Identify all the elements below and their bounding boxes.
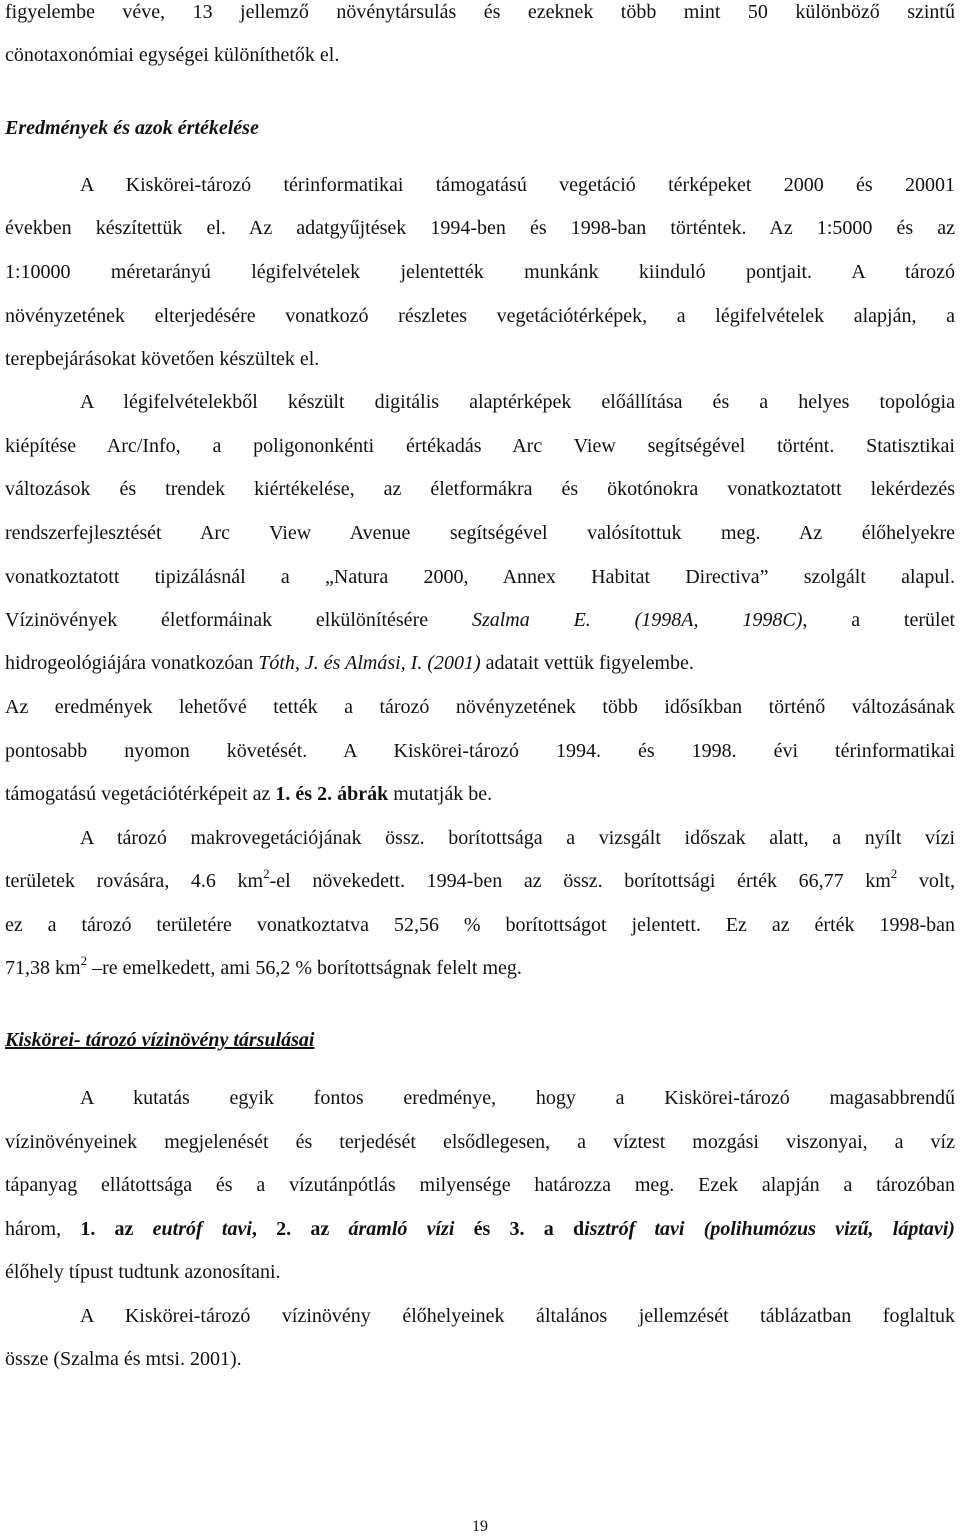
citation: Tóth, J. és Almási, I. (2001) xyxy=(258,652,481,674)
superscript: 2 xyxy=(80,953,88,968)
paragraph-line: vonatkoztatott tipizálásnál a „Natura 2000, Annex Habitat Directiva” szolgált alapul. xyxy=(5,566,955,588)
text-run: támogatású vegetációtérképeit az xyxy=(5,783,276,805)
paragraph-line: tápanyag ellátottsága és a vízutánpótlás milyensége határozza meg. Ezek alapján a tározóban xyxy=(5,1174,955,1196)
paragraph-line: figyelembe véve, 13 jellemző növénytársulás és ezeknek több mint 50 különböző szintű xyxy=(5,1,955,23)
paragraph-line xyxy=(5,866,955,893)
paragraph-line: A légifelvételekből készült digitális alaptérképek előállítása és a helyes topológia xyxy=(80,391,955,413)
paragraph-line xyxy=(5,651,955,675)
paragraph-line xyxy=(5,608,955,632)
text-run: területek rovására, 4.6 km xyxy=(5,870,264,892)
paragraph-line xyxy=(5,953,955,980)
habitat-type-name: isztróf tavi (polihumózus vizű, láptavi) xyxy=(584,1218,955,1240)
text-run: Vízinövények életformáinak elkülönítésére xyxy=(5,609,472,631)
paragraph-line: rendszerfejlesztését Arc View Avenue segítségével valósítottuk meg. Az élőhelyekre xyxy=(5,522,955,544)
text-run: –re emelkedett, ami 56,2 % borítottságnak felelt meg. xyxy=(87,957,522,979)
paragraph-line: élőhely típust tudtunk azonosítani. xyxy=(5,1261,281,1283)
text-run: -el növekedett. 1994-ben az össz. borítottsági érték 66,77 km xyxy=(269,870,891,892)
paragraph-line: változások és trendek kiértékelése, az életformákra és ökotónokra vonatkoztatott lekérdezés xyxy=(5,478,955,500)
paragraph-line: években készítettük el. Az adatgyűjtések 1994-ben és 1998-ban történtek. Az 1:5000 és az xyxy=(5,217,955,239)
superscript: 2 xyxy=(263,866,270,881)
paragraph-line xyxy=(5,1217,955,1241)
section-heading: Kiskörei- tározó vízinövény társulásai xyxy=(5,1029,315,1051)
paragraph-line xyxy=(5,782,955,806)
paragraph-line: növényzetének elterjedésére vonatkozó részletes vegetációtérképek, a légifelvételek alapján, a xyxy=(5,305,955,327)
paragraph-line: A tározó makrovegetációjának össz. borítottsága a vizsgált időszak alatt, a nyílt vízi xyxy=(80,827,955,849)
page-number: 19 xyxy=(472,1518,488,1535)
habitat-type-name: áramló vízi xyxy=(348,1218,455,1240)
habitat-type-label: 1. az xyxy=(80,1218,153,1240)
paragraph-line: A Kiskörei-tározó térinformatikai támogatású vegetáció térképeket 2000 és 20001 xyxy=(80,174,955,196)
paragraph-line: vízinövényeinek megjelenését és terjedését elsődlegesen, a víztest mozgási viszonyai, a víz xyxy=(5,1131,955,1153)
habitat-type-label: , 2. az xyxy=(251,1218,349,1240)
text-run: , a terület xyxy=(802,609,955,631)
superscript: 2 xyxy=(890,866,898,881)
paragraph-line: Az eredmények lehetővé tették a tározó növényzetének több idősíkban történő változásának xyxy=(5,696,955,718)
paragraph-line: ez a tározó területére vonatkoztatva 52,56 % borítottságot jelentett. Ez az érték 1998-ban xyxy=(5,914,955,936)
text-run: 71,38 km xyxy=(5,957,81,979)
section-heading: Eredmények és azok értékelése xyxy=(5,117,259,139)
text-run: mutatják be. xyxy=(388,783,493,805)
text-run: három, xyxy=(5,1218,81,1240)
text-run: hidrogeológiájára vonatkozóan xyxy=(5,652,259,674)
text-run: volt, xyxy=(897,870,955,892)
paragraph-line: pontosabb nyomon követését. A Kiskörei-tározó 1994. és 1998. évi térinformatikai xyxy=(5,740,955,762)
paragraph-line: kiépítése Arc/Info, a poligononkénti értékadás Arc View segítségével történt. Statisztikai xyxy=(5,435,955,457)
paragraph-line: A Kiskörei-tározó vízinövény élőhelyeinek általános jellemzését táblázatban foglaltuk xyxy=(80,1305,955,1327)
paragraph-line: cönotaxonómiai egységei különíthetők el. xyxy=(5,44,340,66)
citation: Szalma E. (1998A, 1998C) xyxy=(471,609,803,631)
paragraph-line: A kutatás egyik fontos eredménye, hogy a Kiskörei-tározó magasabbrendű xyxy=(80,1087,955,1109)
habitat-type-name: eutróf tavi xyxy=(152,1218,252,1240)
paragraph-line: terepbejárásokat követően készültek el. xyxy=(5,348,320,370)
text-run: adatait vettük figyelembe. xyxy=(480,652,694,674)
paragraph-line: össze (Szalma és mtsi. 2001). xyxy=(5,1348,242,1370)
habitat-type-label: és 3. a d xyxy=(454,1218,585,1240)
paragraph-line: 1:10000 méretarányú légifelvételek jelentették munkánk kiinduló pontjait. A tározó xyxy=(5,261,955,283)
figure-reference: 1. és 2. ábrák xyxy=(275,783,389,805)
